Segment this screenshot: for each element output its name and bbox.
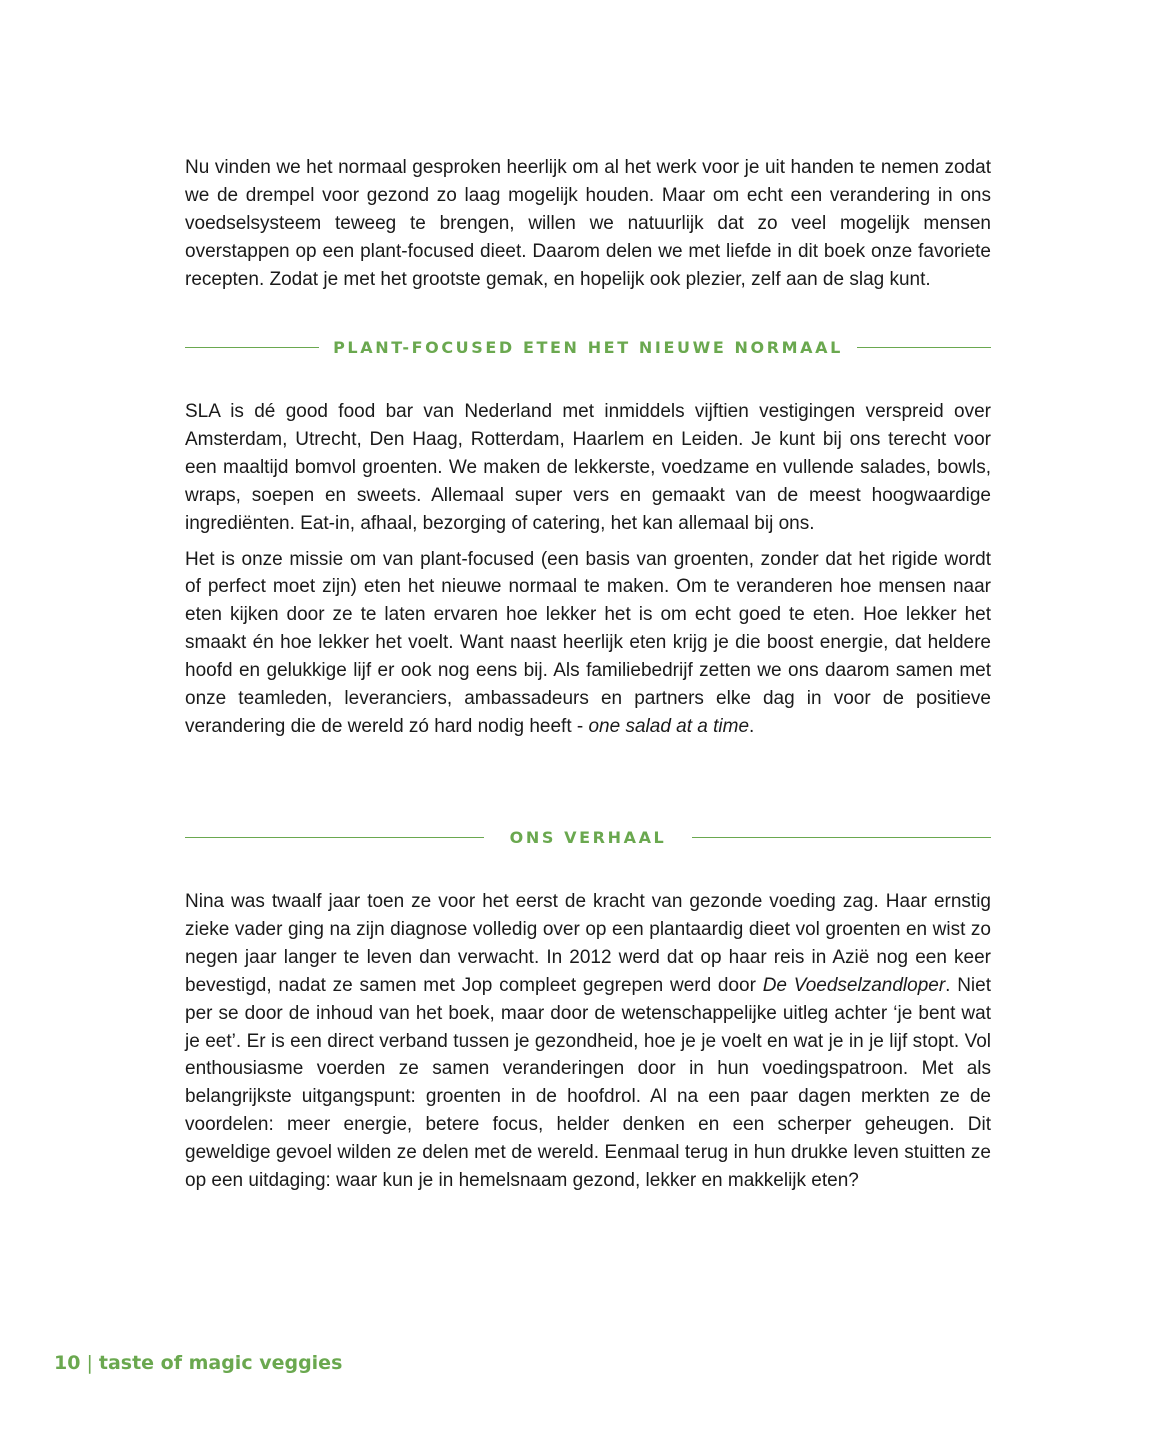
book-title-italic: De Voedselzandloper xyxy=(762,974,946,996)
paragraph-text: . xyxy=(749,715,755,737)
heading-rule-right xyxy=(857,347,991,348)
heading-rule-left xyxy=(185,837,484,838)
paragraph-text: Nina was twaalf jaar toen ze voor het eerst de kracht van gezonde voeding zag. Haar ernstig zieke vader ging na zijn diagnose volledig over op een plantaardig dieet vol groenten en wist zo negen jaar langer te leven dan verwacht. In 2012 werd dat op haar reis in Azië nog een keer bevestigd, nadat ze samen met Jop compleet gegrepen werd door xyxy=(185,891,991,996)
italic-phrase: one salad at a time xyxy=(588,715,750,737)
intro-paragraph: Nu vinden we het normaal gesproken heerlijk om al het werk voor je uit handen te nemen zodat we de drempel voor gezond zo laag mogelijk houden. Maar om echt een verandering in ons voedselsysteem teweeg te brengen, willen we natuurlijk dat zo veel mogelijk mensen overstappen op een plant-focused dieet. Daarom delen we met liefde in dit boek onze favoriete recepten. Zodat je met het grootste gemak, en hopelijk ook plezier, zelf aan de slag kunt. xyxy=(185,157,991,290)
section-body-plant-focused xyxy=(185,398,991,741)
body-paragraph xyxy=(185,888,991,1195)
section-title: PLANT-FOCUSED ETEN HET NIEUWE NORMAAL xyxy=(333,337,843,357)
section-title: ONS VERHAAL xyxy=(509,827,667,847)
book-title: taste of magic veggies xyxy=(98,1352,343,1374)
section-body-ons-verhaal xyxy=(185,888,991,1195)
heading-rule-left xyxy=(185,347,319,348)
intro-block xyxy=(185,154,991,294)
body-paragraph xyxy=(185,546,991,741)
footer-separator: | xyxy=(86,1352,93,1374)
page-number: 10 xyxy=(54,1352,81,1374)
heading-rule-right xyxy=(692,837,991,838)
page-footer xyxy=(54,1352,342,1374)
section-heading-plant-focused xyxy=(185,335,991,359)
paragraph-text: Het is onze missie om van plant-focused (een basis van groenten, zonder dat het rigide wordt of perfect moet zijn) eten het nieuwe normaal te maken. Om te veranderen hoe mensen naar eten kijken door ze te laten ervaren hoe lekker het is om echt goed te eten. Hoe lekker het smaakt én hoe lekker het voelt. Want naast heerlijk eten krijg je die boost energie, dat heldere hoofd en gelukkige lijf er ook nog eens bij. Als familiebedrijf zetten we ons daarom samen met onze teamleden, leveranciers, ambassadeurs en partners elke dag in voor de positieve verandering die de wereld zó hard nodig heeft - xyxy=(185,548,991,737)
section-heading-ons-verhaal xyxy=(185,825,991,849)
paragraph-text: . Niet per se door de inhoud van het boek, maar door de wetenschappelijke uitleg achter ‘je bent wat je eet’. Er is een direct verband tussen je gezondheid, hoe je je voelt en wat je in je lijf stopt. Vol enthousiasme voerden ze samen veranderingen door in hun voedingspatroon. Met als belangrijkste uitgangspunt: groenten in de hoofdrol. Al na een paar dagen merkten ze de voordelen: meer energie, betere focus, helder denken en een scherper geheugen. Dit geweldige gevoel wilden ze delen met de wereld. Eenmaal terug in hun drukke leven stuitten ze op een uitdaging: waar kun je in hemelsnaam gezond, lekker en makkelijk eten? xyxy=(185,974,991,1192)
body-paragraph: SLA is dé good food bar van Nederland met inmiddels vijftien vestigingen verspreid over Amsterdam, Utrecht, Den Haag, Rotterdam, Haarlem en Leiden. Je kunt bij ons terecht voor een maaltijd bomvol groenten. We maken de lekkerste, voedzame en vullende salades, bowls, wraps, soepen en sweets. Allemaal super vers en gemaakt van de meest hoogwaardige ingrediënten. Eat-in, afhaal, bezorging of catering, het kan allemaal bij ons. xyxy=(185,401,991,534)
